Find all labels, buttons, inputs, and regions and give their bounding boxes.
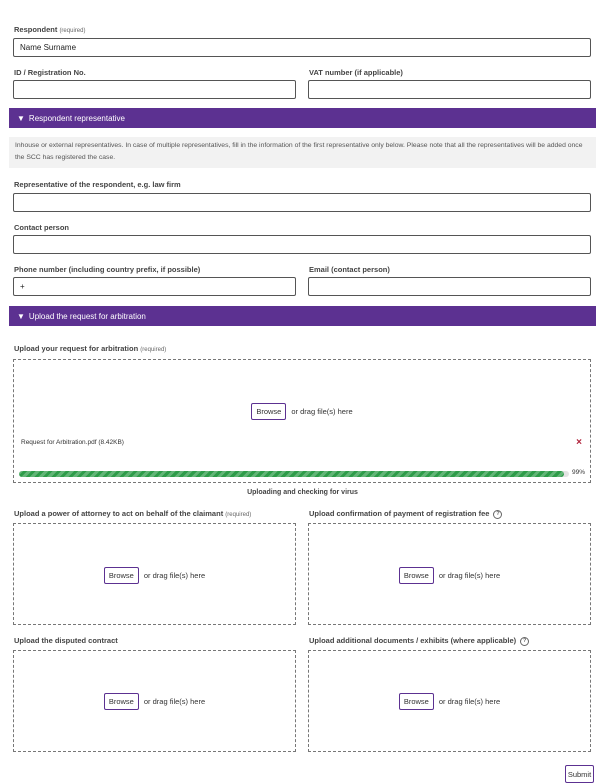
uploaded-file-name: Request for Arbitration.pdf (8.42KB) xyxy=(21,439,124,446)
remove-file-icon[interactable]: × xyxy=(576,437,582,448)
representative-label: Representative of the respondent, e.g. law firm xyxy=(14,180,181,189)
request-dropzone[interactable] xyxy=(13,359,591,483)
respondent-representative-header[interactable] xyxy=(9,108,596,128)
help-icon[interactable]: ? xyxy=(493,510,502,519)
phone-label: Phone number (including country prefix, if possible) xyxy=(14,265,201,274)
contact-person-label: Contact person xyxy=(14,223,70,232)
drag-hint: or drag file(s) here xyxy=(143,697,206,706)
id-registration-input[interactable] xyxy=(13,80,296,99)
disputed-contract-label: Upload the disputed contract xyxy=(14,636,118,645)
drag-hint: or drag file(s) here xyxy=(291,407,353,416)
additional-documents-dropzone[interactable] xyxy=(308,650,591,752)
upload-request-header[interactable] xyxy=(9,306,596,326)
browse-button[interactable]: Browse xyxy=(251,403,286,420)
representative-note: Inhouse or external representatives. In case of multiple representatives, fill in the information of the first representative only below. Please note that all the representatives will be added once the SCC has registered the case. xyxy=(9,137,596,168)
email-input[interactable] xyxy=(308,277,591,296)
upload-progress-bar xyxy=(19,471,569,477)
respondent-name-input[interactable]: Name Surname xyxy=(13,38,591,57)
registration-fee-dropzone[interactable] xyxy=(308,523,591,625)
representative-input[interactable] xyxy=(13,193,591,212)
drag-hint: or drag file(s) here xyxy=(438,697,501,706)
chevron-down-icon: ▼ xyxy=(17,113,25,123)
section-title: Upload the request for arbitration xyxy=(28,311,146,321)
upload-request-label: Upload your request for arbitration (required) xyxy=(14,344,167,353)
respondent-label: Respondent (required) xyxy=(14,25,86,34)
browse-button[interactable]: Browse xyxy=(399,567,434,584)
registration-fee-label: Upload confirmation of payment of registration fee ? xyxy=(309,509,502,519)
upload-status: Uploading and checking for virus xyxy=(247,489,358,496)
vat-number-label: VAT number (if applicable) xyxy=(309,68,403,77)
email-label: Email (contact person) xyxy=(309,265,390,274)
power-of-attorney-dropzone[interactable] xyxy=(13,523,296,625)
help-icon[interactable]: ? xyxy=(520,637,529,646)
submit-button[interactable]: Submit xyxy=(565,765,594,783)
chevron-down-icon: ▼ xyxy=(17,311,25,321)
browse-button[interactable]: Browse xyxy=(104,567,139,584)
contact-person-input[interactable] xyxy=(13,235,591,254)
drag-hint: or drag file(s) here xyxy=(143,571,206,580)
browse-button[interactable]: Browse xyxy=(104,693,139,710)
browse-button[interactable]: Browse xyxy=(399,693,434,710)
section-title: Respondent representative xyxy=(28,113,125,123)
upload-progress-percent: 99% xyxy=(571,469,585,476)
disputed-contract-dropzone[interactable] xyxy=(13,650,296,752)
upload-progress-fill xyxy=(19,471,564,477)
drag-hint: or drag file(s) here xyxy=(438,571,501,580)
phone-input[interactable]: + xyxy=(13,277,296,296)
vat-number-input[interactable] xyxy=(308,80,591,99)
id-registration-label: ID / Registration No. xyxy=(14,68,86,77)
additional-documents-label: Upload additional documents / exhibits (where applicable) ? xyxy=(309,636,529,646)
power-of-attorney-label: Upload a power of attorney to act on behalf of the claimant (required) xyxy=(14,509,252,518)
